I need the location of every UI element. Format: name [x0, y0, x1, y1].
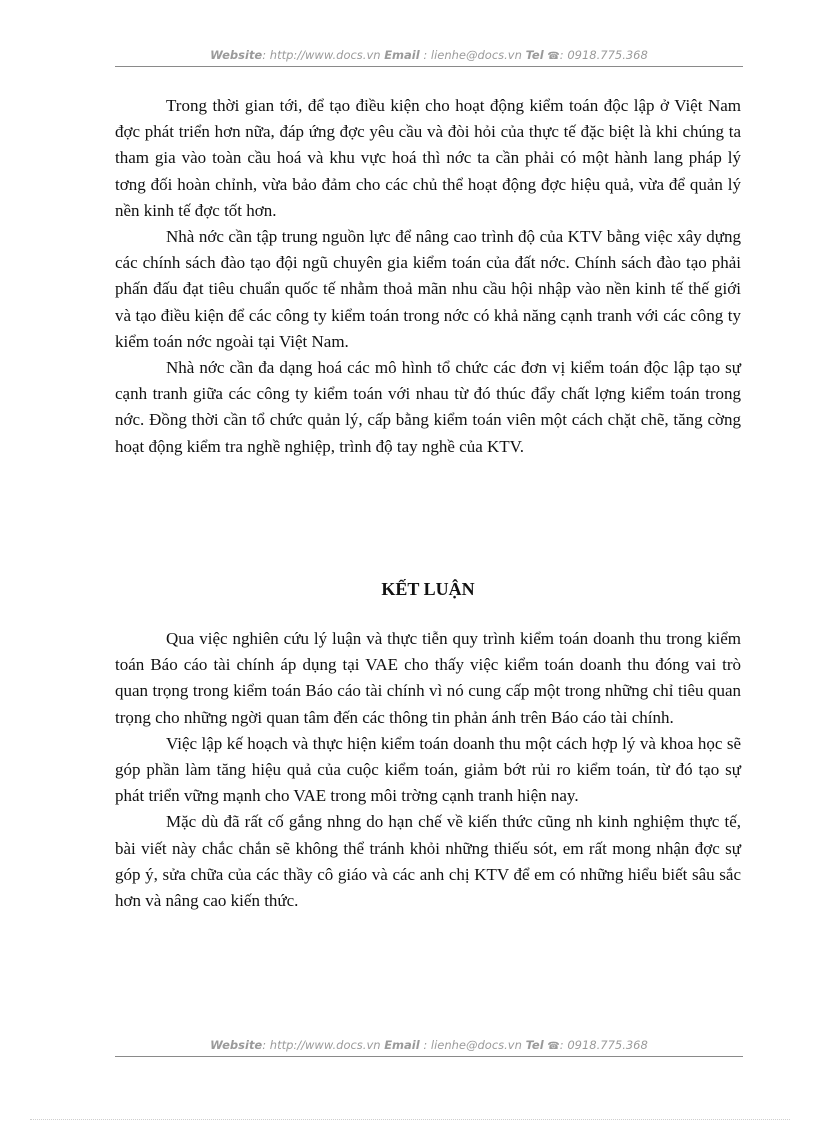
website-value: : http://www.docs.vn: [262, 48, 381, 62]
website-value: : http://www.docs.vn: [262, 1038, 381, 1052]
website-label: Website: [210, 1038, 263, 1052]
tel-value: : 0918.775.368: [559, 1038, 648, 1052]
website-label: Website: [210, 48, 263, 62]
page-edge-divider: [30, 1119, 790, 1120]
paragraph: Nhà nớc cần tập trung nguồn lực để nâng cao trình độ của KTV bằng việc xây dựng các chính sách đào tạo đội ngũ chuyên gia kiểm toán của đất nớc. Chính sách đào tạo phải phấn đấu đạt tiêu chuẩn quốc tế nhằm thoả mãn nhu cầu hội nhập vào nền kinh tế thế giới và tạo điều kiện để các công ty kiểm toán trong nớc có khả năng cạnh tranh với các công ty kiểm toán nớc ngoài tại Việt Nam.: [115, 227, 741, 351]
page-header: [115, 48, 743, 62]
tel-label: Tel: [525, 48, 544, 62]
email-label: Email: [384, 1038, 420, 1052]
email-label: Email: [384, 48, 420, 62]
email-value: : lienhe@docs.vn: [423, 1038, 522, 1052]
header-rule: [115, 66, 743, 67]
conclusion-title: KẾT LUẬN: [381, 579, 475, 599]
conclusion-body: [115, 626, 741, 914]
tel-value: : 0918.775.368: [559, 48, 648, 62]
paragraph: Trong thời gian tới, để tạo điều kiện cho hoạt động kiểm toán độc lập ở Việt Nam đợc phát triển hơn nữa, đáp ứng đợc yêu cầu và đòi hỏi của thực tế đặc biệt là khi chúng ta tham gia vào toàn cầu hoá và khu vực hoá thì nớc ta cần phải có một hành lang pháp lý tơng đối hoàn chỉnh, vừa bảo đảm cho các chủ thể hoạt động đợc hiệu quả, vừa để quản lý nền kinh tế đợc tốt hơn.: [115, 96, 741, 220]
page-footer: [115, 1038, 743, 1052]
paragraph: Mặc dù đã rất cố gắng nhng do hạn chế về kiến thức cũng nh kinh nghiệm thực tế, bài viết này chắc chắn sẽ không thể tránh khỏi những thiếu sót, em rất mong nhận đợc sự góp ý, sửa chữa của các thầy cô giáo và các anh chị KTV để em có những hiểu biết sâu sắc hơn và nâng cao kiến thức.: [115, 812, 741, 911]
paragraph: Việc lập kế hoạch và thực hiện kiểm toán doanh thu một cách hợp lý và khoa học sẽ góp phần làm tăng hiệu quả của cuộc kiểm toán, giảm bớt rủi ro kiểm toán, từ đó tạo sự phát triển vững mạnh cho VAE trong môi trờng cạnh tranh hiện nay.: [115, 733, 741, 806]
tel-label: Tel: [525, 1038, 544, 1052]
telephone-icon: ☎: [547, 51, 560, 62]
section-body: [115, 93, 741, 460]
telephone-icon: ☎: [547, 1041, 560, 1052]
footer-rule: [115, 1056, 743, 1057]
email-value: : lienhe@docs.vn: [423, 48, 522, 62]
paragraph: Qua việc nghiên cứu lý luận và thực tiễn quy trình kiểm toán doanh thu trong kiểm toán Báo cáo tài chính áp dụng tại VAE cho thấy việc kiểm toán doanh thu đóng vai trò quan trọng trong kiểm toán Báo cáo tài chính vì nó cung cấp một trong những chỉ tiêu quan trọng cho những ngời quan tâm đến các thông tin phản ánh trên Báo cáo tài chính.: [115, 629, 741, 727]
paragraph: Nhà nớc cần đa dạng hoá các mô hình tổ chức các đơn vị kiểm toán độc lập tạo sự cạnh tranh giữa các công ty kiểm toán với nhau từ đó thúc đẩy chất lợng kiểm toán trong nớc. Đồng thời cần tổ chức quản lý, cấp bằng kiểm toán viên một cách chặt chẽ, tăng cờng hoạt động kiểm tra nghề nghiệp, trình độ tay nghề của KTV.: [115, 358, 741, 456]
